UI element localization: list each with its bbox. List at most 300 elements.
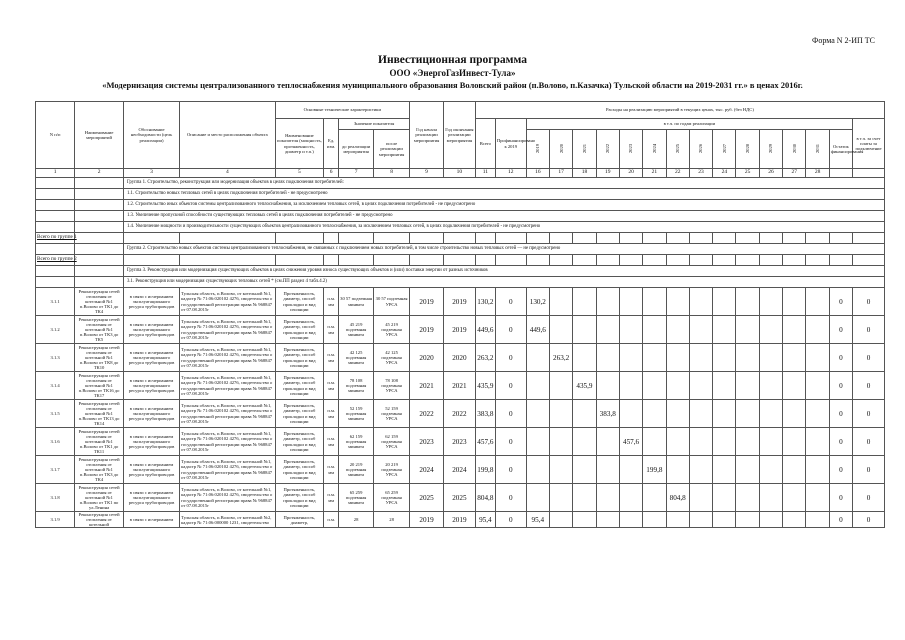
row-total: 95,4 bbox=[475, 512, 495, 528]
row-financed: 0 bbox=[495, 484, 526, 512]
column-number: 10 bbox=[444, 169, 476, 178]
row-location: Тульская область, п.Волово, от котельной №1, кадастр № 71:06:020102 4276, свидетельство о государственной регистрации права № 968847 от 07.08.2015г bbox=[180, 288, 275, 316]
header-tech-group: Основные технические характеристики bbox=[275, 102, 410, 119]
row-justification: в связи с исчерпанием эксплуатационного ресурса трубопроводов bbox=[123, 428, 179, 456]
row-value-after: 28 bbox=[374, 512, 410, 528]
empty-cell bbox=[339, 233, 374, 244]
row-value-before: 62 159 подземная минвата bbox=[339, 428, 374, 456]
empty-cell bbox=[736, 255, 759, 266]
row-total: 457,6 bbox=[475, 428, 495, 456]
row-number: 3.1.4 bbox=[36, 372, 75, 400]
row-year-value bbox=[573, 484, 596, 512]
row-justification: в связи с исчерпанием эксплуатационного ресурса трубопроводов bbox=[123, 456, 179, 484]
row-year-start: 2025 bbox=[410, 484, 444, 512]
row-location: Тульская область, п.Волово, от котельной №1, кадастр № 71:06:020102 4276, свидетельство о государственной регистрации права № 968847 от 07.08.2015г bbox=[180, 316, 275, 344]
row-year-value bbox=[573, 428, 596, 456]
row-name: Реконструкция сетей отопления от котельной №1 п.Волово от ТК3 до ТК4 bbox=[75, 456, 124, 484]
row-value-after: 20 219 подземная УРСА bbox=[374, 456, 410, 484]
row-year-value bbox=[806, 456, 829, 484]
row-year-value bbox=[783, 372, 806, 400]
row-number: 3.1.2 bbox=[36, 316, 75, 344]
row-unit: п.м. мм bbox=[324, 484, 339, 512]
row-year-value bbox=[759, 316, 782, 344]
column-number: 2 bbox=[75, 169, 124, 178]
column-number: 26 bbox=[759, 169, 782, 178]
header-year-label: 2022 bbox=[605, 144, 611, 154]
column-number bbox=[853, 169, 885, 178]
empty-cell bbox=[713, 255, 736, 266]
row-year-value bbox=[783, 400, 806, 428]
column-number: 12 bbox=[495, 169, 526, 178]
header-year-label: 2030 bbox=[791, 144, 797, 154]
row-parameter: Протяженность, диаметр, способ прокладки и вид изоляции bbox=[275, 428, 324, 456]
row-year-value bbox=[736, 512, 759, 528]
table-row bbox=[36, 512, 885, 528]
header-year-2027 bbox=[713, 130, 736, 169]
empty-cell bbox=[666, 255, 689, 266]
row-year-value bbox=[713, 512, 736, 528]
empty-cell bbox=[339, 255, 374, 266]
row-incl-fee: 0 bbox=[853, 456, 885, 484]
row-name: Реконструкция сетей отопления от котельной №1 п.Волово от ТК13 до ТК14 bbox=[75, 400, 124, 428]
column-number: 5 bbox=[275, 169, 324, 178]
header-years-group: в т.ч. по годам реализации bbox=[526, 119, 852, 130]
row-justification: в связи с исчерпанием эксплуатационного ресурса трубопроводов bbox=[123, 372, 179, 400]
row-location: Тульская область, п.Волово, от котельной №2, кадастр № 71:06:000000 1231, свидетельство bbox=[180, 512, 275, 528]
total-group-1-label: Всего по группе 1 bbox=[36, 233, 75, 244]
header-year-2021 bbox=[573, 130, 596, 169]
table-row bbox=[36, 400, 885, 428]
row-year-value bbox=[619, 400, 642, 428]
row-year-value bbox=[526, 456, 549, 484]
row-year-value bbox=[713, 372, 736, 400]
row-total: 804,8 bbox=[475, 484, 495, 512]
empty-cell bbox=[324, 255, 339, 266]
row-year-value bbox=[713, 316, 736, 344]
header-total: Всего bbox=[475, 119, 495, 169]
column-number: 9 bbox=[410, 169, 444, 178]
row-year-value bbox=[759, 428, 782, 456]
row-year-end: 2019 bbox=[444, 512, 476, 528]
row-year-value bbox=[619, 288, 642, 316]
row-number: 3.1.5 bbox=[36, 400, 75, 428]
group-1-2-heading: 1.2. Строительство иных объектов системы централизованного теплоснабжения, за исключением тепловых сетей, в целях подключения потребителей - не предусмотрено bbox=[123, 200, 884, 211]
empty-cell bbox=[324, 233, 339, 244]
row-year-value bbox=[783, 456, 806, 484]
row-year-value bbox=[806, 512, 829, 528]
row-year-value bbox=[783, 344, 806, 372]
row-total: 435,9 bbox=[475, 372, 495, 400]
row-year-value bbox=[619, 316, 642, 344]
row-value-after: 45 219 подземная УРСА bbox=[374, 316, 410, 344]
empty-cell bbox=[783, 233, 806, 244]
column-number: 3 bbox=[123, 169, 179, 178]
empty-cell bbox=[689, 233, 712, 244]
row-value-after: 65 259 подземная УРСА bbox=[374, 484, 410, 512]
row-name: Реконструкция сетей отопления от котельной №1 п.Волово от ТК8 до ТК10 bbox=[75, 344, 124, 372]
row-year-value bbox=[806, 400, 829, 428]
empty-cell bbox=[619, 233, 642, 244]
row-year-value: 449,6 bbox=[526, 316, 549, 344]
row-year-value bbox=[806, 372, 829, 400]
header-value-after: после реализации мероприятия bbox=[374, 130, 410, 169]
row-year-value bbox=[596, 484, 619, 512]
row-year-end: 2019 bbox=[444, 288, 476, 316]
column-number: 11 bbox=[475, 169, 495, 178]
empty-cell bbox=[475, 255, 495, 266]
header-year-label: 2020 bbox=[558, 144, 564, 154]
row-year-value bbox=[573, 512, 596, 528]
row-unit: п.м. мм bbox=[324, 344, 339, 372]
header-year-label: 2019 bbox=[535, 144, 541, 154]
row-year-value bbox=[713, 344, 736, 372]
row-year-value bbox=[526, 484, 549, 512]
row-year-value: 199,8 bbox=[643, 456, 666, 484]
row-parameter: Протяженность, диаметр, способ прокладки и вид изоляции bbox=[275, 344, 324, 372]
row-name: Реконструкция сетей отопления от котельной №1 п.Волово от ТК3 до ТК5 bbox=[75, 316, 124, 344]
row-parameter: Протяженность, диаметр, способ прокладки и вид изоляции bbox=[275, 372, 324, 400]
row-value-after: 52 159 подземная УРСА bbox=[374, 400, 410, 428]
header-year-2028 bbox=[736, 130, 759, 169]
row-number: 3.1.3 bbox=[36, 344, 75, 372]
header-year-label: 2027 bbox=[721, 144, 727, 154]
row-year-value bbox=[596, 428, 619, 456]
group-1-1-heading: 1.1. Строительство новых тепловых сетей в целях подключения потребителей - не предусмотрено bbox=[123, 189, 884, 200]
row-year-value bbox=[713, 484, 736, 512]
row-year-value bbox=[596, 288, 619, 316]
row-year-value bbox=[573, 288, 596, 316]
row-year-value bbox=[736, 484, 759, 512]
row-value-before: 28 bbox=[339, 512, 374, 528]
column-number: 23 bbox=[689, 169, 712, 178]
row-year-value bbox=[806, 344, 829, 372]
row-year-value bbox=[759, 512, 782, 528]
row-year-value bbox=[549, 428, 572, 456]
empty-cell bbox=[666, 233, 689, 244]
header-year-label: 2025 bbox=[675, 144, 681, 154]
group-3-1-heading: 3.1. Реконструкция или модернизация существующих тепловых сетей * (см.ПП раздел 4 табл.4.2) bbox=[123, 277, 884, 288]
header-costs-group: Расходы на реализацию мероприятий в текущих ценах, тыс. руб. (без НДС) bbox=[475, 102, 884, 119]
column-number: 24 bbox=[713, 169, 736, 178]
empty-cell bbox=[596, 233, 619, 244]
table-row bbox=[36, 288, 885, 316]
row-unit: п.м. мм bbox=[324, 428, 339, 456]
column-number bbox=[829, 169, 852, 178]
table-row bbox=[36, 484, 885, 512]
row-year-end: 2020 bbox=[444, 344, 476, 372]
empty-cell bbox=[75, 233, 124, 244]
row-year-value bbox=[643, 428, 666, 456]
row-value-before: 65 259 подземная минвата bbox=[339, 484, 374, 512]
row-remaining: 0 bbox=[829, 288, 852, 316]
header-year-label: 2031 bbox=[815, 144, 821, 154]
row-incl-fee: 0 bbox=[853, 428, 885, 456]
row-year-value bbox=[783, 512, 806, 528]
row-value-after: 30 57 подземная УРСА bbox=[374, 288, 410, 316]
row-year-value bbox=[549, 372, 572, 400]
row-year-value bbox=[526, 428, 549, 456]
empty-cell bbox=[180, 255, 275, 266]
row-incl-fee: 0 bbox=[853, 372, 885, 400]
row-year-value bbox=[759, 484, 782, 512]
row-value-before: 42 125 подземная минвата bbox=[339, 344, 374, 372]
row-year-value: 263,2 bbox=[549, 344, 572, 372]
header-justification: Обоснование необходимости (цель реализации) bbox=[123, 102, 179, 169]
group-1-3-heading: 1.3. Увеличение пропускной способности существующих тепловых сетей в целях подключения потребителей - не предусмотрено bbox=[123, 211, 884, 222]
row-remaining: 0 bbox=[829, 316, 852, 344]
row-location: Тульская область, п.Волово, от котельной №1, кадастр № 71:06:020102 4276, свидетельство о государственной регистрации права № 968847 от 07.08.2015г bbox=[180, 372, 275, 400]
row-year-value bbox=[666, 372, 689, 400]
row-year-value bbox=[689, 288, 712, 316]
row-name: Реконструкция сетей отопления от котельной №1 п.Волово от ТК1 до ТК11 bbox=[75, 428, 124, 456]
row-year-start: 2021 bbox=[410, 372, 444, 400]
row-year-end: 2023 bbox=[444, 428, 476, 456]
header-year-2024 bbox=[643, 130, 666, 169]
row-year-value bbox=[596, 372, 619, 400]
row-year-value: 383,8 bbox=[596, 400, 619, 428]
table-row bbox=[36, 372, 885, 400]
document-title: Инвестиционная программа bbox=[378, 54, 527, 66]
row-year-end: 2019 bbox=[444, 316, 476, 344]
row-year-value bbox=[783, 428, 806, 456]
row-financed: 0 bbox=[495, 344, 526, 372]
row-year-value bbox=[666, 400, 689, 428]
row-unit: п.м. bbox=[324, 512, 339, 528]
row-remaining: 0 bbox=[829, 512, 852, 528]
row-justification: в связи с исчерпанием эксплуатационного ресурса трубопроводов bbox=[123, 400, 179, 428]
header-year-label: 2024 bbox=[651, 144, 657, 154]
row-year-start: 2019 bbox=[410, 512, 444, 528]
empty-cell bbox=[689, 255, 712, 266]
header-year-2019 bbox=[526, 130, 549, 169]
row-year-value bbox=[689, 456, 712, 484]
row-unit: п.м. мм bbox=[324, 316, 339, 344]
empty-cell bbox=[643, 255, 666, 266]
row-number: 3.1.6 bbox=[36, 428, 75, 456]
row-year-value bbox=[806, 316, 829, 344]
row-unit: п.м. мм bbox=[324, 372, 339, 400]
row-justification: в связи с исчерпанием эксплуатационного ресурса трубопроводов bbox=[123, 288, 179, 316]
empty-cell bbox=[374, 233, 410, 244]
row-financed: 0 bbox=[495, 372, 526, 400]
column-number: 27 bbox=[783, 169, 806, 178]
empty-cell bbox=[180, 233, 275, 244]
group-1-heading: Группа 1. Строительство, реконструкция или модернизация объектов в целях подключения потребителей: bbox=[123, 178, 884, 189]
row-unit: п.м. мм bbox=[324, 288, 339, 316]
row-year-value bbox=[549, 316, 572, 344]
header-year-start: Год начала реализации мероприятия bbox=[410, 102, 444, 169]
header-year-2025 bbox=[666, 130, 689, 169]
row-year-value bbox=[619, 456, 642, 484]
column-number: 7 bbox=[339, 169, 374, 178]
empty-cell bbox=[526, 233, 549, 244]
row-year-value bbox=[526, 344, 549, 372]
row-parameter: Протяженность, диаметр, bbox=[275, 512, 324, 528]
header-location: Описание и место расположения объекта bbox=[180, 102, 275, 169]
column-number: 8 bbox=[374, 169, 410, 178]
row-parameter: Протяженность, диаметр, способ прокладки и вид изоляции bbox=[275, 288, 324, 316]
row-remaining: 0 bbox=[829, 428, 852, 456]
column-number: 6 bbox=[324, 169, 339, 178]
row-incl-fee: 0 bbox=[853, 344, 885, 372]
empty-cell bbox=[759, 233, 782, 244]
header-year-2020 bbox=[549, 130, 572, 169]
row-year-value bbox=[759, 456, 782, 484]
row-number: 3.1.9 bbox=[36, 512, 75, 528]
row-value-before: 45 219 подземная минвата bbox=[339, 316, 374, 344]
investment-program-table bbox=[35, 101, 885, 528]
row-year-start: 2023 bbox=[410, 428, 444, 456]
row-value-before: 20 219 подземная минвата bbox=[339, 456, 374, 484]
row-year-value bbox=[526, 400, 549, 428]
row-year-value bbox=[573, 456, 596, 484]
column-number: 25 bbox=[736, 169, 759, 178]
row-year-value bbox=[736, 400, 759, 428]
row-year-value bbox=[689, 316, 712, 344]
empty-cell bbox=[759, 255, 782, 266]
header-remaining: Остаток финансирования bbox=[829, 130, 852, 169]
row-financed: 0 bbox=[495, 428, 526, 456]
empty-cell bbox=[573, 233, 596, 244]
empty-cell bbox=[444, 233, 476, 244]
form-number: Форма N 2-ИП ТС bbox=[812, 36, 875, 45]
row-year-value bbox=[596, 316, 619, 344]
header-year-2029 bbox=[759, 130, 782, 169]
row-total: 199,8 bbox=[475, 456, 495, 484]
row-remaining: 0 bbox=[829, 372, 852, 400]
row-incl-fee: 0 bbox=[853, 512, 885, 528]
empty-cell bbox=[643, 233, 666, 244]
empty-cell bbox=[713, 233, 736, 244]
header-year-label: 2028 bbox=[745, 144, 751, 154]
row-number: 3.1.1 bbox=[36, 288, 75, 316]
row-justification: в связи с исчерпанием эксплуатационного ресурса трубопроводов bbox=[123, 344, 179, 372]
row-justification: в связи с исчерпанием эксплуатационного ресурса трубопроводов bbox=[123, 316, 179, 344]
empty-cell bbox=[549, 255, 572, 266]
row-year-value bbox=[549, 456, 572, 484]
row-year-value bbox=[619, 484, 642, 512]
header-year-label: 2026 bbox=[698, 144, 704, 154]
empty-cell bbox=[275, 233, 324, 244]
row-year-value bbox=[713, 288, 736, 316]
row-parameter: Протяженность, диаметр, способ прокладки и вид изоляции bbox=[275, 456, 324, 484]
row-unit: п.м. мм bbox=[324, 400, 339, 428]
row-year-value bbox=[666, 316, 689, 344]
row-number: 3.1.7 bbox=[36, 456, 75, 484]
table-row bbox=[36, 316, 885, 344]
row-year-value bbox=[736, 288, 759, 316]
row-total: 263,2 bbox=[475, 344, 495, 372]
row-justification: в связи с исчерпанием эксплуатационного ресурса трубопроводов bbox=[123, 484, 179, 512]
header-year-2026 bbox=[689, 130, 712, 169]
empty-cell bbox=[444, 255, 476, 266]
row-year-start: 2019 bbox=[410, 288, 444, 316]
row-year-value bbox=[643, 344, 666, 372]
row-year-value bbox=[596, 512, 619, 528]
row-year-value bbox=[643, 400, 666, 428]
row-value-after: 78 108 подземная УРСА bbox=[374, 372, 410, 400]
row-year-value bbox=[643, 372, 666, 400]
group-1-4-heading: 1.4. Увеличение мощности и производительности существующих объектов централизованного теплоснабжения, за исключением тепловых сетей, в целях подключения потребителей - не предусмотрено bbox=[123, 222, 884, 233]
row-year-value bbox=[713, 400, 736, 428]
empty-cell bbox=[573, 255, 596, 266]
row-year-value bbox=[759, 400, 782, 428]
header-tech-param: Наименование показателя (мощность, протяженность, диаметр и т.п.) bbox=[275, 119, 324, 169]
row-location: Тульская область, п.Волово, от котельной №1, кадастр № 71:06:020102 4276, свидетельство о государственной регистрации права № 968847 от 07.08.2015г bbox=[180, 344, 275, 372]
row-year-value bbox=[596, 344, 619, 372]
empty-cell bbox=[275, 255, 324, 266]
row-location: Тульская область, п.Волово, от котельной №1, кадастр № 71:06:020102 4276, свидетельство о государственной регистрации права № 968847 от 07.08.2015г bbox=[180, 428, 275, 456]
row-year-value bbox=[736, 372, 759, 400]
empty-cell bbox=[829, 255, 852, 266]
row-year-value bbox=[643, 288, 666, 316]
header-incl-fee: в т.ч. за счет платы за подключение bbox=[853, 119, 885, 169]
row-year-value bbox=[689, 484, 712, 512]
row-location: Тульская область, п.Волово, от котельной №1, кадастр № 71:06:020102 4276, свидетельство о государственной регистрации права № 968847 от 07.08.2015г bbox=[180, 400, 275, 428]
empty-cell bbox=[75, 255, 124, 266]
row-year-value bbox=[619, 512, 642, 528]
row-value-before: 78 108 подземная минвата bbox=[339, 372, 374, 400]
empty-cell bbox=[806, 255, 829, 266]
row-year-value bbox=[759, 372, 782, 400]
table-row bbox=[36, 456, 885, 484]
group-3-heading: Группа 3. Реконструкция или модернизация существующих объектов в целях снижения уровня износа существующих объектов и (или) поставки энергии от разных источников bbox=[123, 266, 884, 277]
column-number: 18 bbox=[573, 169, 596, 178]
row-year-value bbox=[759, 344, 782, 372]
row-financed: 0 bbox=[495, 316, 526, 344]
organization-name: ООО «ЭнергоГазИнвест-Тула» bbox=[389, 68, 516, 78]
empty-cell bbox=[410, 233, 444, 244]
row-year-end: 2022 bbox=[444, 400, 476, 428]
empty-cell bbox=[806, 233, 829, 244]
row-year-value bbox=[549, 484, 572, 512]
empty-cell bbox=[596, 255, 619, 266]
header-num: N п/п bbox=[36, 102, 75, 169]
row-year-value bbox=[806, 484, 829, 512]
column-number: 21 bbox=[643, 169, 666, 178]
row-year-value bbox=[666, 512, 689, 528]
row-number: 3.1.8 bbox=[36, 484, 75, 512]
row-year-value: 435,9 bbox=[573, 372, 596, 400]
row-year-value bbox=[689, 372, 712, 400]
row-location: Тульская область, п.Волово, от котельной №1, кадастр № 71:06:020102 4276, свидетельство о государственной регистрации права № 968847 от 07.08.2015г bbox=[180, 484, 275, 512]
row-justification: в связи с исчерпанием bbox=[123, 512, 179, 528]
row-year-value bbox=[526, 372, 549, 400]
row-year-value bbox=[596, 456, 619, 484]
row-year-value bbox=[573, 316, 596, 344]
empty-cell bbox=[526, 255, 549, 266]
row-year-start: 2019 bbox=[410, 316, 444, 344]
header-year-2030 bbox=[783, 130, 806, 169]
group-2-heading: Группа 2. Строительство новых объектов системы централизованного теплоснабжения, не связанных с подключением новых потребителей, в том числе строительство новых тепловых сетей — не предусмотрено bbox=[123, 244, 884, 255]
row-parameter: Протяженность, диаметр, способ прокладки и вид изоляции bbox=[275, 316, 324, 344]
row-year-value: 457,6 bbox=[619, 428, 642, 456]
row-year-value bbox=[689, 512, 712, 528]
row-year-value bbox=[783, 288, 806, 316]
row-year-value bbox=[549, 512, 572, 528]
row-year-value: 95,4 bbox=[526, 512, 549, 528]
row-year-value: 130,2 bbox=[526, 288, 549, 316]
empty-cell bbox=[853, 233, 885, 244]
row-year-end: 2025 bbox=[444, 484, 476, 512]
document-subtitle: «Модернизация системы централизованного теплоснабжения муниципального образования Воловский район (п.Волово, п.Казачка) Тульской области на 2019-2031 гг.» в ценах 2016г. bbox=[102, 80, 803, 90]
row-total: 449,6 bbox=[475, 316, 495, 344]
row-year-value bbox=[736, 316, 759, 344]
row-remaining: 0 bbox=[829, 344, 852, 372]
row-financed: 0 bbox=[495, 400, 526, 428]
column-number: 20 bbox=[619, 169, 642, 178]
row-year-end: 2021 bbox=[444, 372, 476, 400]
